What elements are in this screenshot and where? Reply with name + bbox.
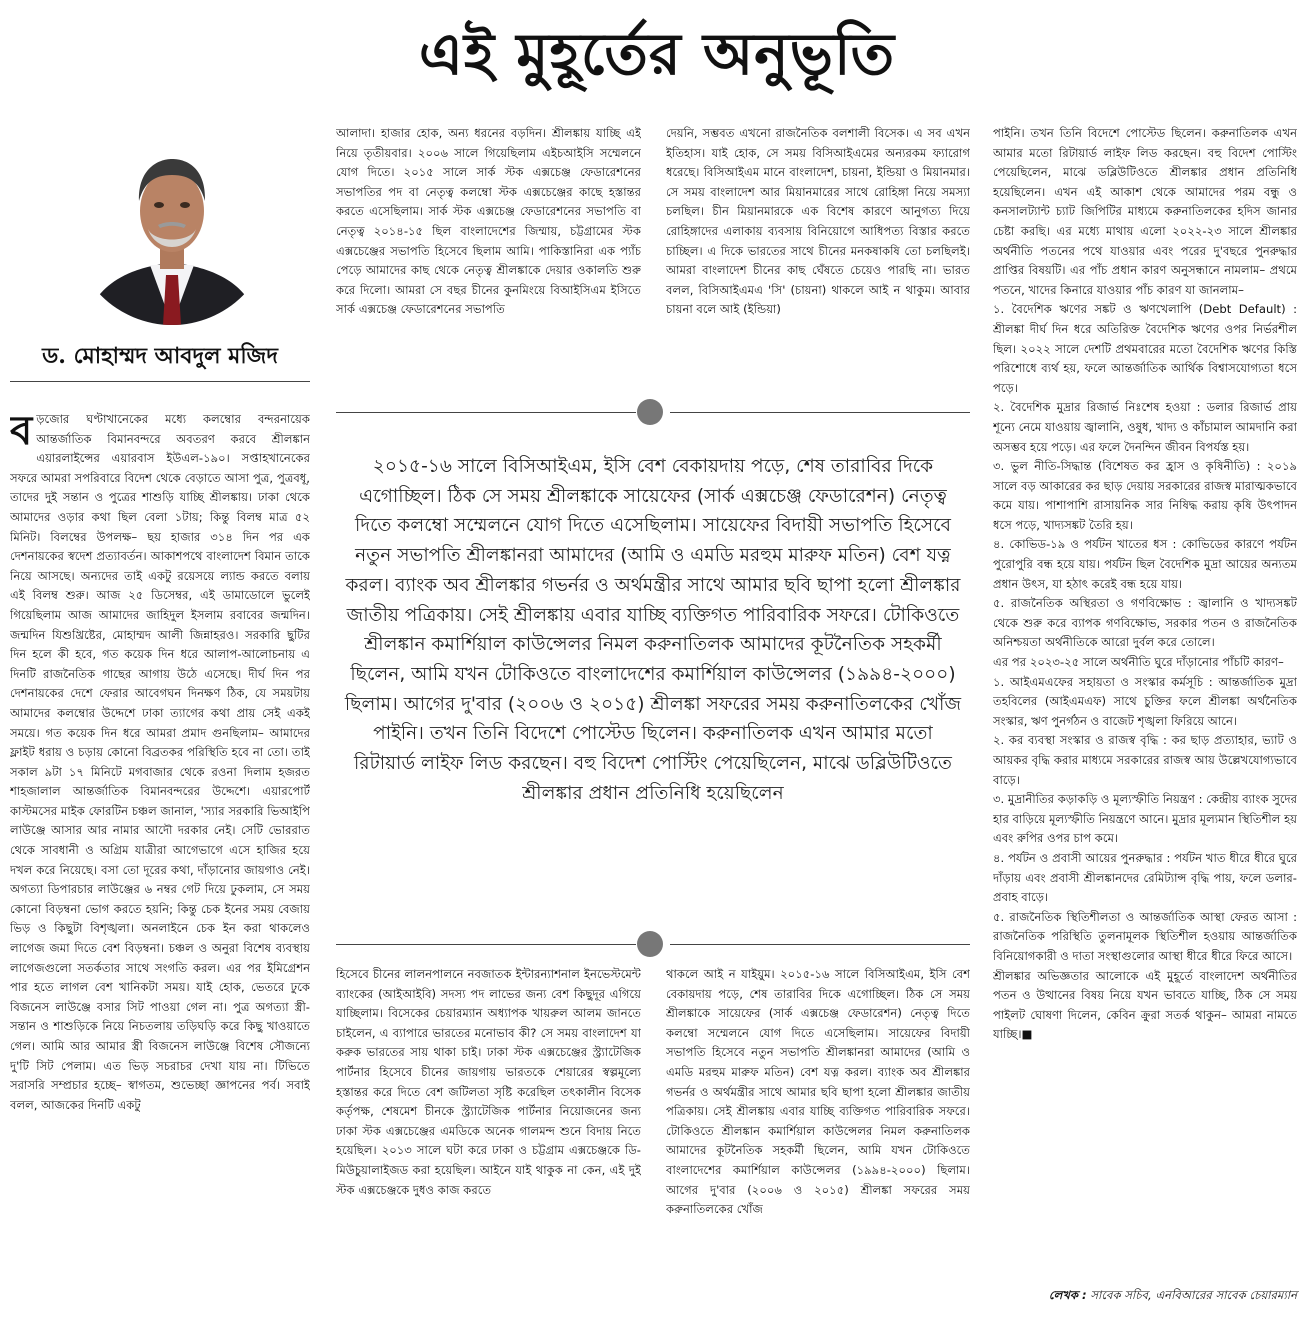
list-item: ১. বৈদেশিক ঋণের সঙ্কট ও ঋণখেলাপি (Debt Default) : শ্রীলঙ্কা দীর্ঘ দিন ধরে অতিরিক্ত বৈদেশিক ঋণের ওপর নির্ভরশীল ছিল। ২০২২ সালে দেশটি প্রথমবারের মতো বৈদেশিক ঋণের কিস্তি পরিশোধে ব্যর্থ হয়, ফলে আন্তর্জাতিক আর্থিক বিশ্বাসযোগ্যতা ধসে পড়ে।	[993, 302, 1297, 395]
list-item: ৪. পর্যটন ও প্রবাসী আয়ের পুনরুদ্ধার : পর্যটন খাত ধীরে ধীরে ঘুরে দাঁড়ায় এবং প্রবাসী শ্রীলঙ্কানদের রেমিট্যান্স বৃদ্ধি পায়, ফলে ডলার-প্রবাহ বাড়ে।	[993, 850, 1297, 905]
list-item: ৫. রাজনৈতিক স্থিতিশীলতা ও আন্তর্জাতিক আস্থা ফেরত আসা : রাজনৈতিক পরিস্থিতি তুলনামূলক স্থিতিশীল হওয়ায় আন্তর্জাতিক বিনিয়োগকারী ও দাতা সংস্থাগুলোর আস্থা ধীরে ধীরে ফিরে আসে।	[993, 909, 1297, 963]
article-column-3-top	[666, 124, 970, 376]
article-column-3-bottom	[666, 965, 970, 1310]
list-item: ৩. ভুল নীতি-সিদ্ধান্ত (বিশেষত কর হ্রাস ও কৃষিনীতি) : ২০১৯ সালে বড় আকারের কর ছাড় দেয়ায় সরকারের রাজস্ব মারাত্মকভাবে কমে যায়। পাশাপাশি রাসায়নিক সার নিষিদ্ধ করায় কৃষি উৎপাদন ধসে পড়ে, খাদ্যসঙ্কট তৈরি হয়।	[993, 459, 1297, 532]
paragraph: আলাদা। হাজার হোক, অন্য ধরনের বড়দিন। শ্রীলঙ্কায় যাচ্ছি এই নিয়ে তৃতীয়বার। ২০০৬ সালে গিয়েছিলাম এইচআইসি সম্মেলনে যোগ দিতে। ২০১৫ সালে সার্ক স্টক এক্সচেঞ্জ ফেডারেশনের সভাপতির পদ বা নেতৃত্ব কলম্বো স্টক এক্সচেঞ্জের কাছে হস্তান্তর করতে এসেছিলাম। সার্ক স্টক এক্সচেঞ্জ ফেডারেশনের সভাপতি বা নেতৃত্ব ২০১৪-১৫ ছিল বাংলাদেশের জিম্মায়, চট্টগ্রামের স্টক এক্সচেঞ্জের সভাপতি হিসেবে ছিলাম আমি। পাকিস্তানিরা এক প্যাঁচ পেড়ে আমাদের কাছ থেকে নেতৃত্ব শ্রীলঙ্কাকে দেয়ার ওকালতি শুরু করে দিলো। আমরা সে বছর চীনের কুনমিংয়ে বিআইসিএম ইসিতে সার্ক এক্সচেঞ্জ ফেডারেশনের সভাপতি	[336, 126, 641, 317]
list-item: ২. বৈদেশিক মুদ্রার রিজার্ভ নিঃশেষ হওয়া : ডলার রিজার্ভ প্রায় শূন্যে নেমে যাওয়ায় জ্বালানি, ওষুধ, খাদ্য ও কাঁচামাল আমদানি করা অসম্ভব হয়ে পড়ে। এর ফলে দৈনন্দিন জীবন বিপর্যস্ত হয়।	[993, 400, 1297, 454]
article-column-right	[993, 124, 1297, 1284]
paragraph: হিসেবে চীনের লালনপালনে নবজাতক ইন্টারন্যাশনাল ইনভেস্টমেন্ট ব্যাংকের (আইআইবি) সদস্য পদ লাভের জন্য বেশ কিছুদূর এগিয়ে যাচ্ছিলাম। বিসেকের চেয়ারম্যান অধ্যাপক খায়রুল আলম জানতে চাইলেন, এ ব্যাপারে ভারতের মনোভাব কী? সে সময় বাংলাদেশ যা করুক ভারতের সায় থাকা চাই। ঢাকা স্টক এক্সচেঞ্জের স্ট্র্যাটেজিক পার্টনার হিসেবে চীনের জায়গায় ভারতকে শেয়ারের স্বল্পমূল্যে হস্তান্তর করে দিতে বেশ জটিলতা সৃষ্টি করেছিল তৎকালীন বিসেক কর্তৃপক্ষ, শেষমেশ চীনকে স্ট্র্যাটেজিক পার্টনার নিয়োজনের জন্য ঢাকা স্টক এক্সচেঞ্জের এমডিকে অনেক গালমন্দ শুনে বিদায় নিতে হয়েছিল। ২০১৩ সালে ঘটা করে ঢাকা ও চট্টগ্রাম এক্সচেঞ্জকে ডি-মিউচুয়ালাইজড করা হয়েছিল। আইনে যাই থাকুক না কেন, এই দুই স্টক এক্সচেঞ্জকে দুধও কাজ করতে	[336, 967, 641, 1197]
article-column-2-top	[336, 124, 641, 376]
divider	[336, 944, 636, 945]
list-item: ৪. কোভিড-১৯ ও পর্যটন খাতের ধস : কোভিডের কারণে পর্যটন পুরোপুরি বন্ধ হয়ে যায়। পর্যটন ছিল বৈদেশিক মুদ্রা আয়ের অন্যতম প্রধান উৎস, যা হঠাৎ করেই বন্ধ হয়ে যায়।	[993, 537, 1297, 591]
byline-label: লেখক :	[1048, 1288, 1087, 1302]
headline: এই মুহূর্তের অনুভূতি	[418, 20, 896, 88]
article-column-2-bottom	[336, 965, 641, 1310]
paragraph: ড়জোর ঘণ্টাখানেকের মধ্যে কলম্বোর বন্দরনায়েক আন্তর্জাতিক বিমানবন্দরে অবতরণ করবে শ্রীলঙ্কান এয়ারলাইন্সের এয়ারবাস ইউএল-১৯০। সপ্তাহখানেকের সফরে আমরা সপরিবারে বিদেশ থেকে বেড়াতে আসা পুত্র, পুত্রবধূ, তাদের দুই সন্তান ও পুত্রের শাশুড়ি যাচ্ছি শ্রীলঙ্কায়। ঢাকা থেকে আমাদের ওড়ার কথা ছিল বেলা ১টায়; কিন্তু বিলম্ব মাত্র ৫২ মিনিট। বিলম্বের উপলক্ষ– ছয় হাজার ৩১৪ দিন পর এক দেশনায়কের স্বদেশ প্রত্যাবর্তন। আকাশপথে বাংলাদেশ বিমান তাকে নিয়ে আসছে। অন্যদের তাই একটু রয়েসয়ে ল্যান্ড করতে বলায় এই বিলম্ব শুরু। আজ ২৫ ডিসেম্বর, এই ডামাডোলে ভুলেই গিয়েছিলাম আজ আমাদের জাহিদুল ইসলাম রবাবের জন্মদিন। জন্মদিন যিশুখ্রিষ্টের, মোহাম্মদ আলী জিন্নাহরও। সরকারি ছুটির দিন হলে কী হবে, গত কয়েক দিন ধরে আলাপ-আলোচনায় এ দিনটি রাজনৈতিক গাছের আগায় উঠে এসেছে। দীর্ঘ দিন পর দেশনায়কের দেশে ফেরার আবেগঘন দিনক্ষণ ঠিক, যে সময়টায় আমাদের কলম্বোর উদ্দেশে ঢাকা ত্যাগের কথা প্রায় সেই একই সময়ে। গত কয়েক দিন ধরে আমরা প্রমাদ গুনছিলাম– আমাদের ফ্লাইট ধরায় ও চড়ায় কোনো বিব্রতকর পরিস্থিতি হবে না তো। তাই সকাল ৯টা ১৭ মিনিটে মগবাজার থেকে রওনা দিলাম হজরত শাহজালাল আন্তর্জাতিক বিমানবন্দরের উদ্দেশে। এয়ারপোর্ট কাস্টমসের মাইক ফোরটিন চঞ্চল জানাল, 'স্যার সরকারি ভিআইপি লাউঞ্জে আসার আর নামার আদৌ দরকার নেই। সেটি ভোররাত থেকে সাবধানী ও অগ্রিম যাত্রীরা আগেভাগে এসে হাজির হয়ে দখল করে নিয়েছে। বসা তো দূরের কথা, দাঁড়ানোর জায়গাও নেই। অগত্যা ডিপারচার লাউঞ্জের ৬ নম্বর গেট দিয়ে ঢুকলাম, সে সময় কোনো বিড়ম্বনা ভোগ করতে হয়নি; কিন্তু চেক ইনের সময় বেজায় ভিড় ও কিছুটা বিশৃঙ্খলা। অনলাইনে চেক ইন করা থাকলেও লাগেজ জমা দিতে বেশ বিড়ম্বনা। চঞ্চল ও অনুরা বিশেষ ব্যবস্থায় লাগেজগুলো সতর্কতার সাথে সংগতি করল। এর পর ইমিগ্রেশন পার হতে লাগল বেশ খানিকটা সময়। যাই হোক, ভেতরে ঢুকে বিজনেস লাউঞ্জে বসার সিট পাওয়া গেল না। পুত্র অগত্যা স্ত্রী-সন্তান ও শাশুড়িকে নিয়ে নিচতলায় তড়িঘড়ি করে কিছু খাওয়াতে গেল। আমি আর আমার স্ত্রী বিজনেস লাউঞ্জে বিশেষ সৌজন্যে দু'টি সিট পেলাম। এত ভিড় সচরাচর দেখা যায় না। টিভিতে সরাসরি সম্প্রচার হচ্ছে– স্বাগতম, শুভেচ্ছা জ্ঞাপনের পর্ব। সবাই বলল, আজকের দিনটি একটু	[10, 412, 310, 1112]
byline	[993, 1286, 1297, 1305]
paragraph: শ্রীলঙ্কার অভিজ্ঞতার আলোকে এই মুহূর্তে বাংলাদেশ অর্থনীতির পতন ও উত্থানের বিষয় নিয়ে যখন ভাবতে যাচ্ছি, ঠিক সে সময় পাইলট ঘোষণা দিলেন, কেবিন ক্রুরা সতর্ক থাকুন– আমরা নামতে যাচ্ছি।■	[993, 968, 1297, 1042]
divider	[670, 412, 970, 413]
paragraph: থাকলে আই ন যাইয়ুম। ২০১৫-১৬ সালে বিসিআইএম, ইসি বেশ বেকায়দায় পড়ে, শেষ তারাবির দিকে এগোচ্ছিল। ঠিক সে সময় শ্রীলঙ্কাকে সায়েফের (সার্ক এক্সচেঞ্জ ফেডারেশন) নেতৃত্ব দিতে কলম্বো সম্মেলনে যোগ দিতে এসেছিলাম। সায়েফের বিদায়ী সভাপতি হিসেবে নতুন সভাপতি শ্রীলঙ্কানরা আমাদের (আমি ও এমডি মরহুম মারুফ মতিন) বেশ যত্ন করল। ব্যাংক অব শ্রীলঙ্কার গভর্নর ও অর্থমন্ত্রীর সাথে আমার ছবি ছাপা হলো শ্রীলঙ্কার জাতীয় পত্রিকায়। সেই শ্রীলঙ্কায় এবার যাচ্ছি ব্যক্তিগত পারিবারিক সফরে। টোকিওতে শ্রীলঙ্কান কমার্শিয়াল কাউন্সেলর নিমল করুনাতিলক আমাদের কূটনৈতিক সহকর্মী ছিলেন, আমি যখন টোকিওতে বাংলাদেশের কমার্শিয়াল কাউন্সেলর (১৯৯৪-২০০০) ছিলাম। আগের দু'বার (২০০৬ ও ২০১৫) শ্রীলঙ্কা সফরের সময় করুনাতিলকের খোঁজ	[666, 967, 970, 1217]
list-item: ২. কর ব্যবস্থা সংস্কার ও রাজস্ব বৃদ্ধি : কর ছাড় প্রত্যাহার, ভ্যাট ও আয়কর বৃদ্ধি করার মাধ্যমে সরকারের রাজস্ব আয় উল্লেখযোগ্যভাবে বাড়ে।	[993, 733, 1297, 787]
list-item: ৩. মুদ্রানীতির কড়াকড়ি ও মূল্যস্ফীতি নিয়ন্ত্রণ : কেন্দ্রীয় ব্যাংক সুদের হার বাড়িয়ে মূল্যস্ফীতি নিয়ন্ত্রণে আনে। মুদ্রার মূল্যমান স্থিতিশীল হয় এবং রুপির ওপর চাপ কমে।	[993, 792, 1297, 846]
divider	[336, 412, 636, 413]
divider	[10, 381, 310, 382]
author-name: ড. মোহাম্মদ আবদুল মজিদ	[42, 343, 278, 369]
paragraph: দেয়নি, সম্ভবত এখনো রাজনৈতিক বলশালী বিসেক। এ সব এখন ইতিহাস। যাই হোক, সে সময় বিসিআইএমের অন্যরকম ফ্যারোগ ধরেছে। বিসিআইএম মানে বাংলাদেশ, চায়না, ইন্ডিয়া ও মিয়ানমার। সে সময় বাংলাদেশ আর মিয়ানমারের সাথে রোহিঙ্গা নিয়ে সমস্যা চলছিল। চীন মিয়ানমারকে এক বিশেষ কারণে আনুগত্য দিয়ে রোহিঙ্গাদের এলাকায় ব্যবসায় বিনিয়োগে আধিপত্য বিস্তার করতে চাচ্ছিল। এ দিকে ভারতের সাথে চীনের মনকষাকষি তো চলছিলই। আমরা বাংলাদেশ চীনের কাছ ঘেঁষতে চেয়েও পারছি না। ভারত বলল, বিসিআইএমএ 'সি' (চায়না) থাকলে আই ন থাকুম। আবার চায়না বলে আই (ইন্ডিয়া)	[666, 126, 970, 317]
byline-text: সাবেক সচিব, এনবিআরের সাবেক চেয়ারম্যান	[1090, 1288, 1297, 1302]
pull-quote: ২০১৫-১৬ সালে বিসিআইএম, ইসি বেশ বেকায়দায় পড়ে, শেষ তারাবির দিকে এগোচ্ছিল। ঠিক সে সময় শ্রীলঙ্কাকে সায়েফের (সার্ক এক্সচেঞ্জ ফেডারেশন) নেতৃত্ব দিতে কলম্বো সম্মেলনে যোগ দিতে এসেছিলাম। সায়েফের বিদায়ী সভাপতি হিসেবে নতুন সভাপতি শ্রীলঙ্কানরা আমাদের (আমি ও এমডি মরহুম মারুফ মতিন) বেশ যত্ন করল। ব্যাংক অব শ্রীলঙ্কার গভর্নর ও অর্থমন্ত্রীর সাথে আমার ছবি ছাপা হলো শ্রীলঙ্কার জাতীয় পত্রিকায়। সেই শ্রীলঙ্কায় এবার যাচ্ছি ব্যক্তিগত পারিবারিক সফরে। টোকিওতে শ্রীলঙ্কান কমার্শিয়াল কাউন্সেলর নিমল করুনাতিলক আমাদের কূটনৈতিক সহকর্মী ছিলেন, আমি যখন টোকিওতে বাংলাদেশের কমার্শিয়াল কাউন্সেলর (১৯৯৪-২০০০) ছিলাম। আগের দু'বার (২০০৬ ও ২০১৫) শ্রীলঙ্কা সফরের সময় করুনাতিলকের খোঁজ পাইনি। তখন তিনি বিদেশে পোস্টেড ছিলেন। করুনাতিলক এখন আমার মতো রিটায়ার্ড লাইফ লিড করছেন। বহু বিদেশ পোস্টিং পেয়েছিলেন, মাঝে ডব্লিউটিওতে শ্রীলঙ্কার প্রধান প্রতিনিধি হয়েছিলেন	[344, 456, 962, 804]
author-portrait-icon	[72, 125, 272, 325]
list-item: ৫. রাজনৈতিক অস্থিরতা ও গণবিক্ষোভ : জ্বালানি ও খাদ্যসঙ্কট থেকে শুরু করে ব্যাপক গণবিক্ষোভ, সরকার পতন ও রাজনৈতিক অনিশ্চয়তা অর্থনীতিকে আরো দুর্বল করে তোলে।	[993, 596, 1297, 650]
list-item: ১. আইএমএফের সহায়তা ও সংস্কার কর্মসূচি : আন্তর্জাতিক মুদ্রা তহবিলের (আইএমএফ) সাথে চুক্তির ফলে শ্রীলঙ্কা অর্থনৈতিক সংস্কার, ঋণ পুনর্গঠন ও বাজেট শৃঙ্খলা ফিরিয়ে আনে।	[993, 674, 1297, 728]
drop-cap: ব	[10, 410, 33, 454]
bullet-dot-icon	[637, 931, 663, 957]
author-photo	[72, 125, 272, 325]
divider	[670, 944, 970, 945]
paragraph: পাইনি। তখন তিনি বিদেশে পোস্টেড ছিলেন। করুনাতিলক এখন আমার মতো রিটায়ার্ড লাইফ লিড করছেন। বহু বিদেশ পোস্টিং পেয়েছিলেন, মাঝে ডব্লিউটিওতে শ্রীলঙ্কার প্রধান প্রতিনিধি হয়েছিলেন। এখন এই আকাশ থেকে আমাদের পরম বন্ধু ও কনসালট্যান্ট চ্যাট জিপিটির মাধ্যমে করুনাতিলকের হদিস জানার চেষ্টা করছি। এর মধ্যে মাথায় এলো ২০২২-২৩ সালে শ্রীলঙ্কার অর্থনীতি পতনের পথে যাওয়ার এবং পরের দু'বছরে পুনরুদ্ধার প্রাপ্তির বিষয়টি। এর পাঁচ প্রধান কারণ অনুসন্ধানে নামলাম– প্রথমে পতনে, খাদের কিনারে যাওয়ার পাঁচ কারণ যা জানলাম–	[993, 126, 1297, 297]
paragraph: এর পর ২০২৩-২৫ সালে অর্থনীতি ঘুরে দাঁড়ানোর পাঁচটি কারণ–	[993, 655, 1284, 670]
article-column-left	[10, 410, 310, 1305]
bullet-dot-icon	[637, 399, 663, 425]
